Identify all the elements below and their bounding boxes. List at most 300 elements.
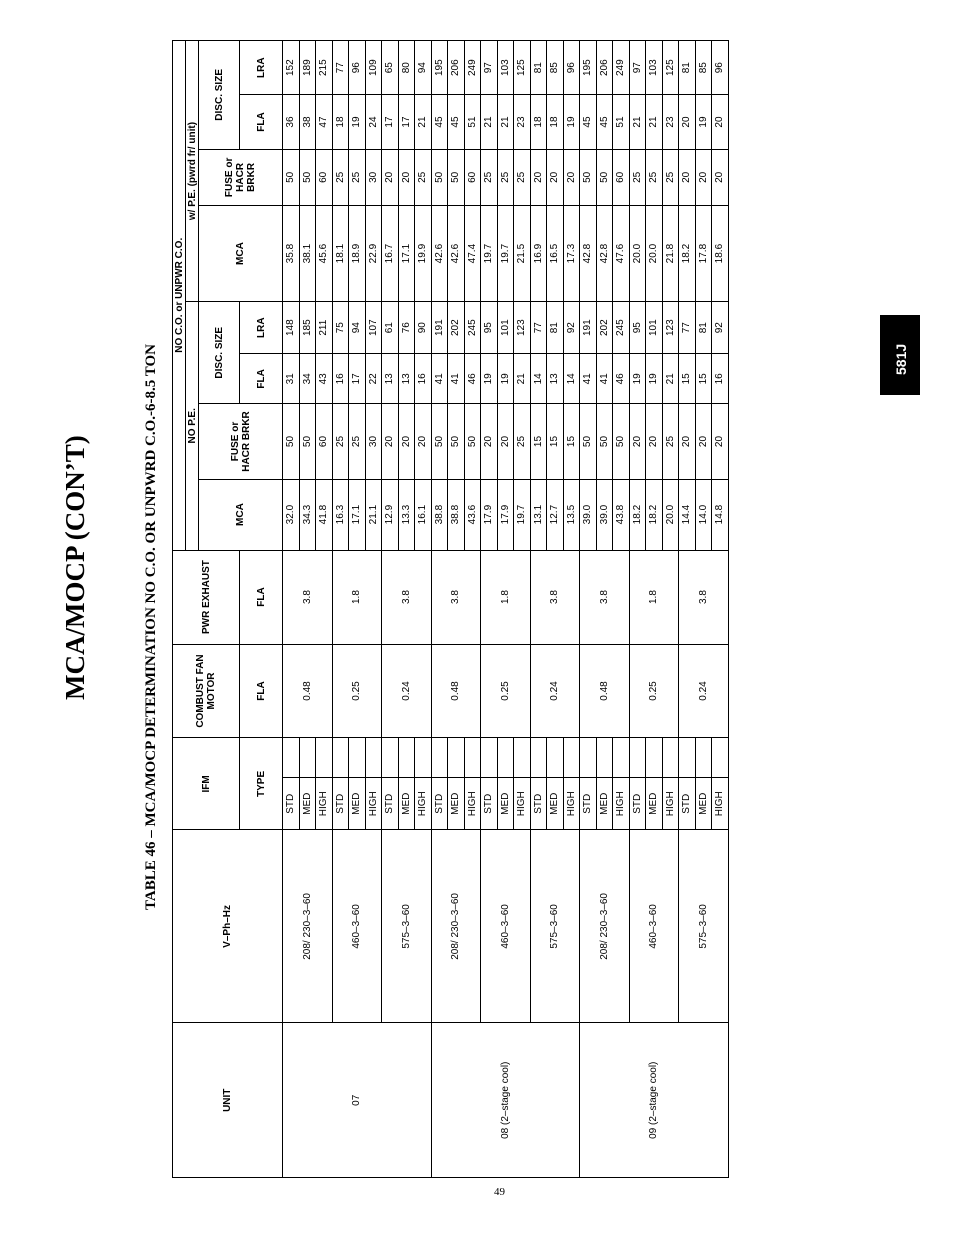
header-fuse-pe: FUSE or HACR BRKR	[199, 149, 283, 205]
disc-fla-pe-cell: 18	[547, 95, 564, 149]
ifm-spacer-cell	[448, 738, 465, 778]
mca-cell: 13.5	[563, 479, 580, 550]
ifm-spacer-cell	[415, 738, 432, 778]
header-mca: MCA	[199, 479, 283, 550]
disc-fla-pe-cell: 45	[580, 95, 597, 149]
fuse-cell: 20	[679, 404, 696, 479]
disc-lra-cell: 211	[316, 302, 333, 354]
fuse-cell: 20	[629, 404, 646, 479]
header-mca-pe: MCA	[199, 206, 283, 302]
disc-fla-pe-cell: 18	[332, 95, 349, 149]
page-title-text: MCA/MOCP (CON’T)	[60, 435, 90, 700]
ifm-type-cell: MED	[497, 778, 514, 830]
mca-cell: 18.2	[629, 479, 646, 550]
section-tab-label: 581J	[893, 343, 909, 375]
ifm-type-cell: HIGH	[662, 778, 679, 830]
fuse-cell: 25	[662, 404, 679, 479]
fuse-cell: 20	[497, 404, 514, 479]
fuse-pe-cell: 25	[481, 149, 498, 205]
fuse-pe-cell: 50	[580, 149, 597, 205]
unit-cell: 07	[283, 1023, 432, 1178]
fuse-cell: 20	[646, 404, 663, 479]
pwr-exhaust-fla-cell: 3.8	[530, 550, 580, 644]
ifm-type-cell: STD	[530, 778, 547, 830]
disc-lra-pe-cell: 125	[662, 41, 679, 95]
disc-lra-pe-cell: 96	[712, 41, 729, 95]
mca-pe-cell: 17.3	[563, 206, 580, 302]
disc-lra-cell: 123	[514, 302, 531, 354]
mca-pe-cell: 18.6	[712, 206, 729, 302]
header-no-co: NO C.O. or UNPWR C.O.	[173, 41, 186, 551]
disc-lra-pe-cell: 80	[398, 41, 415, 95]
fuse-cell: 50	[283, 404, 300, 479]
ifm-spacer-cell	[332, 738, 349, 778]
pwr-exhaust-fla-cell: 1.8	[629, 550, 679, 644]
mca-pe-cell: 20.0	[629, 206, 646, 302]
ifm-type-cell: HIGH	[563, 778, 580, 830]
ifm-type-cell: HIGH	[613, 778, 630, 830]
combust-fan-fla-cell: 0.24	[679, 644, 729, 738]
table-body	[283, 41, 729, 1178]
disc-fla-cell: 41	[431, 354, 448, 404]
ifm-type-cell: HIGH	[365, 778, 382, 830]
combust-fan-fla-cell: 0.25	[481, 644, 531, 738]
voltage-cell: 460–3–60	[481, 830, 531, 1023]
disc-lra-cell: 185	[299, 302, 316, 354]
header-pwr-exhaust: PWR EXHAUST	[173, 550, 240, 644]
disc-fla-cell: 14	[563, 354, 580, 404]
disc-lra-pe-cell: 77	[332, 41, 349, 95]
voltage-cell: 208/ 230–3–60	[431, 830, 481, 1023]
fuse-pe-cell: 50	[448, 149, 465, 205]
header-unit: UNIT	[173, 1023, 283, 1178]
ifm-spacer-cell	[514, 738, 531, 778]
disc-fla-cell: 16	[415, 354, 432, 404]
disc-fla-cell: 19	[497, 354, 514, 404]
disc-lra-pe-cell: 125	[514, 41, 531, 95]
pwr-exhaust-fla-cell: 1.8	[481, 550, 531, 644]
mca-cell: 39.0	[580, 479, 597, 550]
mca-cell: 13.3	[398, 479, 415, 550]
fuse-pe-cell: 25	[629, 149, 646, 205]
pwr-exhaust-fla-cell: 3.8	[679, 550, 729, 644]
combust-fan-fla-cell: 0.25	[332, 644, 382, 738]
combust-fan-fla-cell: 0.25	[629, 644, 679, 738]
disc-fla-pe-cell: 23	[514, 95, 531, 149]
disc-fla-cell: 16	[712, 354, 729, 404]
fuse-pe-cell: 20	[679, 149, 696, 205]
disc-lra-cell: 202	[448, 302, 465, 354]
ifm-spacer-cell	[349, 738, 366, 778]
disc-lra-pe-cell: 85	[547, 41, 564, 95]
ifm-type-cell: MED	[646, 778, 663, 830]
mca-cell: 17.9	[481, 479, 498, 550]
pwr-exhaust-fla-cell: 3.8	[283, 550, 333, 644]
mca-pe-cell: 17.8	[695, 206, 712, 302]
mca-pe-cell: 45.6	[316, 206, 333, 302]
disc-fla-pe-cell: 51	[464, 95, 481, 149]
disc-lra-cell: 245	[464, 302, 481, 354]
mca-pe-cell: 18.1	[332, 206, 349, 302]
disc-fla-pe-cell: 36	[283, 95, 300, 149]
fuse-pe-cell: 30	[365, 149, 382, 205]
ifm-spacer-cell	[580, 738, 597, 778]
disc-fla-pe-cell: 21	[481, 95, 498, 149]
fuse-pe-cell: 25	[415, 149, 432, 205]
fuse-cell: 20	[415, 404, 432, 479]
disc-lra-cell: 202	[596, 302, 613, 354]
ifm-spacer-cell	[481, 738, 498, 778]
disc-lra-pe-cell: 195	[431, 41, 448, 95]
disc-lra-cell: 90	[415, 302, 432, 354]
disc-fla-pe-cell: 17	[398, 95, 415, 149]
disc-lra-pe-cell: 195	[580, 41, 597, 95]
disc-fla-pe-cell: 45	[448, 95, 465, 149]
ifm-type-cell: MED	[299, 778, 316, 830]
mca-pe-cell: 47.4	[464, 206, 481, 302]
ifm-type-cell: MED	[596, 778, 613, 830]
disc-fla-cell: 15	[679, 354, 696, 404]
fuse-cell: 15	[547, 404, 564, 479]
fuse-cell: 20	[382, 404, 399, 479]
disc-fla-pe-cell: 19	[563, 95, 580, 149]
header-type: TYPE	[240, 738, 283, 830]
disc-lra-pe-cell: 109	[365, 41, 382, 95]
mca-pe-cell: 19.9	[415, 206, 432, 302]
mca-mocp-table	[172, 40, 729, 1178]
disc-lra-cell: 81	[547, 302, 564, 354]
mca-cell: 19.7	[514, 479, 531, 550]
ifm-spacer-cell	[629, 738, 646, 778]
mca-cell: 18.2	[646, 479, 663, 550]
pwr-exhaust-fla-cell: 1.8	[332, 550, 382, 644]
fuse-pe-cell: 60	[613, 149, 630, 205]
fuse-cell: 25	[332, 404, 349, 479]
ifm-spacer-cell	[431, 738, 448, 778]
ifm-type-cell: STD	[332, 778, 349, 830]
disc-fla-cell: 21	[662, 354, 679, 404]
fuse-pe-cell: 60	[464, 149, 481, 205]
disc-lra-cell: 123	[662, 302, 679, 354]
disc-lra-pe-cell: 85	[695, 41, 712, 95]
disc-fla-cell: 19	[646, 354, 663, 404]
ifm-type-cell: HIGH	[415, 778, 432, 830]
table-row	[481, 41, 498, 1178]
disc-fla-cell: 46	[464, 354, 481, 404]
header-w-pe: w/ P.E. (pwrd fr/ unit)	[186, 41, 199, 302]
disc-fla-pe-cell: 51	[613, 95, 630, 149]
disc-lra-pe-cell: 81	[679, 41, 696, 95]
ifm-spacer-cell	[712, 738, 729, 778]
mca-cell: 14.4	[679, 479, 696, 550]
mca-pe-cell: 18.2	[679, 206, 696, 302]
header-disc-lra: LRA	[240, 302, 283, 354]
header-ifm: IFM	[173, 738, 240, 830]
disc-fla-cell: 13	[382, 354, 399, 404]
disc-lra-pe-cell: 249	[613, 41, 630, 95]
header-no-pe: NO P.E.	[186, 302, 199, 550]
disc-lra-pe-cell: 96	[349, 41, 366, 95]
ifm-spacer-cell	[679, 738, 696, 778]
disc-fla-cell: 16	[332, 354, 349, 404]
mca-pe-cell: 19.7	[481, 206, 498, 302]
mca-pe-cell: 35.8	[283, 206, 300, 302]
disc-fla-cell: 17	[349, 354, 366, 404]
disc-fla-cell: 46	[613, 354, 630, 404]
disc-fla-pe-cell: 19	[695, 95, 712, 149]
ifm-type-cell: MED	[349, 778, 366, 830]
fuse-cell: 50	[431, 404, 448, 479]
combust-fan-fla-cell: 0.48	[580, 644, 630, 738]
disc-fla-pe-cell: 17	[382, 95, 399, 149]
disc-lra-cell: 101	[497, 302, 514, 354]
mca-cell: 38.8	[431, 479, 448, 550]
disc-lra-pe-cell: 103	[646, 41, 663, 95]
mca-cell: 12.9	[382, 479, 399, 550]
header-disc-size-pe: DISC. SIZE	[199, 41, 240, 150]
disc-fla-pe-cell: 24	[365, 95, 382, 149]
disc-fla-pe-cell: 19	[349, 95, 366, 149]
fuse-cell: 60	[316, 404, 333, 479]
ifm-spacer-cell	[365, 738, 382, 778]
disc-lra-pe-cell: 206	[448, 41, 465, 95]
fuse-pe-cell: 25	[662, 149, 679, 205]
fuse-pe-cell: 20	[398, 149, 415, 205]
fuse-pe-cell: 20	[563, 149, 580, 205]
disc-lra-pe-cell: 249	[464, 41, 481, 95]
fuse-pe-cell: 20	[382, 149, 399, 205]
fuse-cell: 30	[365, 404, 382, 479]
fuse-pe-cell: 25	[497, 149, 514, 205]
disc-lra-cell: 94	[349, 302, 366, 354]
ifm-type-cell: MED	[547, 778, 564, 830]
disc-lra-cell: 81	[695, 302, 712, 354]
pwr-exhaust-fla-cell: 3.8	[382, 550, 432, 644]
mca-cell: 14.0	[695, 479, 712, 550]
fuse-cell: 50	[613, 404, 630, 479]
mca-cell: 39.0	[596, 479, 613, 550]
disc-fla-pe-cell: 38	[299, 95, 316, 149]
table-row	[530, 41, 547, 1178]
disc-lra-cell: 191	[431, 302, 448, 354]
voltage-cell: 575–3–60	[382, 830, 432, 1023]
mca-cell: 41.8	[316, 479, 333, 550]
mca-cell: 43.8	[613, 479, 630, 550]
page-number: 49	[494, 1186, 505, 1198]
ifm-spacer-cell	[613, 738, 630, 778]
voltage-cell: 460–3–60	[332, 830, 382, 1023]
mca-pe-cell: 16.5	[547, 206, 564, 302]
voltage-cell: 208/ 230–3–60	[283, 830, 333, 1023]
disc-fla-cell: 13	[398, 354, 415, 404]
disc-lra-cell: 76	[398, 302, 415, 354]
fuse-pe-cell: 50	[596, 149, 613, 205]
fuse-pe-cell: 20	[547, 149, 564, 205]
disc-lra-pe-cell: 189	[299, 41, 316, 95]
voltage-cell: 208/ 230–3–60	[580, 830, 630, 1023]
ifm-type-cell: STD	[580, 778, 597, 830]
disc-lra-cell: 107	[365, 302, 382, 354]
voltage-cell: 575–3–60	[679, 830, 729, 1023]
mca-pe-cell: 16.7	[382, 206, 399, 302]
ifm-spacer-cell	[316, 738, 333, 778]
mca-pe-cell: 21.8	[662, 206, 679, 302]
mca-cell: 17.1	[349, 479, 366, 550]
disc-fla-cell: 19	[481, 354, 498, 404]
fuse-pe-cell: 50	[299, 149, 316, 205]
combust-fan-fla-cell: 0.24	[382, 644, 432, 738]
mca-pe-cell: 42.6	[431, 206, 448, 302]
disc-lra-pe-cell: 94	[415, 41, 432, 95]
disc-fla-pe-cell: 21	[629, 95, 646, 149]
ifm-spacer-cell	[547, 738, 564, 778]
table-row	[382, 41, 399, 1178]
ifm-spacer-cell	[398, 738, 415, 778]
combust-fan-fla-cell: 0.24	[530, 644, 580, 738]
combust-fan-fla-cell: 0.48	[283, 644, 333, 738]
ifm-type-cell: HIGH	[712, 778, 729, 830]
mca-pe-cell: 42.8	[596, 206, 613, 302]
disc-lra-cell: 92	[712, 302, 729, 354]
ifm-type-cell: STD	[481, 778, 498, 830]
fuse-cell: 25	[514, 404, 531, 479]
disc-fla-pe-cell: 20	[712, 95, 729, 149]
fuse-pe-cell: 25	[349, 149, 366, 205]
header-combust-fan-motor: COMBUST FAN MOTOR	[173, 644, 240, 738]
disc-fla-cell: 14	[530, 354, 547, 404]
fuse-pe-cell: 20	[530, 149, 547, 205]
ifm-type-cell: MED	[695, 778, 712, 830]
fuse-cell: 15	[563, 404, 580, 479]
disc-lra-cell: 75	[332, 302, 349, 354]
mca-pe-cell: 42.8	[580, 206, 597, 302]
combust-fan-fla-cell: 0.48	[431, 644, 481, 738]
table-row	[283, 41, 300, 1178]
mca-cell: 16.3	[332, 479, 349, 550]
mca-pe-cell: 18.9	[349, 206, 366, 302]
disc-lra-pe-cell: 65	[382, 41, 399, 95]
fuse-pe-cell: 25	[646, 149, 663, 205]
header-disc-size: DISC. SIZE	[199, 302, 240, 404]
ifm-spacer-cell	[646, 738, 663, 778]
mca-cell: 16.1	[415, 479, 432, 550]
ifm-spacer-cell	[497, 738, 514, 778]
unit-cell: 08 (2–stage cool)	[431, 1023, 580, 1178]
disc-lra-cell: 101	[646, 302, 663, 354]
unit-cell: 09 (2–stage cool)	[580, 1023, 729, 1178]
mca-cell: 13.1	[530, 479, 547, 550]
ifm-type-cell: STD	[382, 778, 399, 830]
disc-fla-pe-cell: 21	[497, 95, 514, 149]
fuse-cell: 20	[712, 404, 729, 479]
disc-lra-pe-cell: 152	[283, 41, 300, 95]
fuse-pe-cell: 50	[431, 149, 448, 205]
disc-fla-cell: 41	[448, 354, 465, 404]
pwr-exhaust-fla-cell: 3.8	[431, 550, 481, 644]
voltage-cell: 575–3–60	[530, 830, 580, 1023]
ifm-spacer-cell	[464, 738, 481, 778]
disc-lra-cell: 191	[580, 302, 597, 354]
mca-pe-cell: 47.6	[613, 206, 630, 302]
disc-lra-cell: 245	[613, 302, 630, 354]
ifm-spacer-cell	[563, 738, 580, 778]
mca-cell: 17.9	[497, 479, 514, 550]
disc-fla-pe-cell: 23	[662, 95, 679, 149]
fuse-cell: 50	[580, 404, 597, 479]
fuse-cell: 20	[481, 404, 498, 479]
disc-lra-cell: 77	[679, 302, 696, 354]
ifm-type-cell: HIGH	[464, 778, 481, 830]
ifm-type-cell: HIGH	[514, 778, 531, 830]
mca-cell: 34.3	[299, 479, 316, 550]
ifm-spacer-cell	[530, 738, 547, 778]
disc-fla-cell: 43	[316, 354, 333, 404]
voltage-cell: 460–3–60	[629, 830, 679, 1023]
header-v-ph-hz: V–Ph–Hz	[173, 830, 283, 1023]
disc-lra-pe-cell: 97	[629, 41, 646, 95]
table-row	[332, 41, 349, 1178]
mca-cell: 21.1	[365, 479, 382, 550]
fuse-cell: 50	[464, 404, 481, 479]
fuse-pe-cell: 20	[712, 149, 729, 205]
header-disc-fla: FLA	[240, 354, 283, 404]
ifm-spacer-cell	[596, 738, 613, 778]
table-row	[580, 41, 597, 1178]
mca-pe-cell: 19.7	[497, 206, 514, 302]
disc-fla-cell: 34	[299, 354, 316, 404]
mca-cell: 14.8	[712, 479, 729, 550]
fuse-pe-cell: 50	[283, 149, 300, 205]
table-row	[629, 41, 646, 1178]
fuse-cell: 15	[530, 404, 547, 479]
disc-fla-cell: 19	[629, 354, 646, 404]
disc-fla-pe-cell: 20	[679, 95, 696, 149]
fuse-cell: 50	[596, 404, 613, 479]
fuse-cell: 20	[398, 404, 415, 479]
ifm-type-cell: STD	[431, 778, 448, 830]
disc-fla-pe-cell: 45	[596, 95, 613, 149]
ifm-type-cell: MED	[448, 778, 465, 830]
disc-lra-cell: 95	[629, 302, 646, 354]
disc-fla-cell: 21	[514, 354, 531, 404]
mca-pe-cell: 38.1	[299, 206, 316, 302]
disc-lra-pe-cell: 97	[481, 41, 498, 95]
ifm-spacer-cell	[662, 738, 679, 778]
mca-cell: 43.6	[464, 479, 481, 550]
ifm-type-cell: HIGH	[316, 778, 333, 830]
disc-fla-cell: 13	[547, 354, 564, 404]
disc-lra-pe-cell: 215	[316, 41, 333, 95]
ifm-type-cell: STD	[629, 778, 646, 830]
disc-fla-pe-cell: 45	[431, 95, 448, 149]
disc-fla-cell: 15	[695, 354, 712, 404]
ifm-type-cell: MED	[398, 778, 415, 830]
mca-pe-cell: 20.0	[646, 206, 663, 302]
disc-fla-pe-cell: 21	[415, 95, 432, 149]
mca-pe-cell: 21.5	[514, 206, 531, 302]
disc-lra-cell: 148	[283, 302, 300, 354]
disc-lra-cell: 77	[530, 302, 547, 354]
mca-cell: 12.7	[547, 479, 564, 550]
fuse-cell: 20	[695, 404, 712, 479]
header-pe-fla: FLA	[240, 550, 283, 644]
ifm-spacer-cell	[283, 738, 300, 778]
mca-pe-cell: 22.9	[365, 206, 382, 302]
disc-lra-cell: 92	[563, 302, 580, 354]
disc-lra-pe-cell: 81	[530, 41, 547, 95]
fuse-pe-cell: 60	[316, 149, 333, 205]
header-disc-lra-pe: LRA	[240, 41, 283, 95]
